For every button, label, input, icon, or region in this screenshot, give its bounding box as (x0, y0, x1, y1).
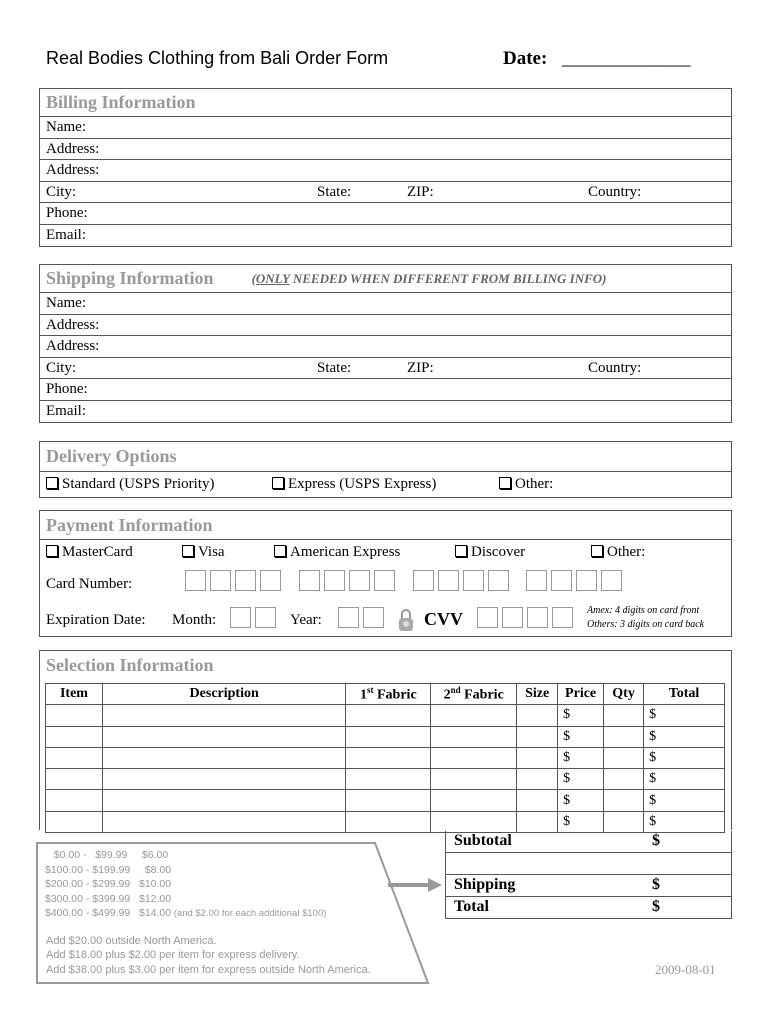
rate-line: $0.00 - $99.99 $6.00 (45, 849, 169, 861)
shipping-address2-label: Address: (46, 338, 100, 354)
card-visa-option[interactable]: Visa (182, 540, 225, 565)
shipping-rates-panel (35, 842, 371, 977)
date-label: Date: (503, 48, 548, 69)
shipping-name-label: Name: (46, 295, 86, 311)
card-mastercard-option[interactable]: MasterCard (46, 544, 133, 560)
delivery-other-option[interactable]: Other: (499, 472, 553, 496)
card-other-option[interactable]: Other: (591, 540, 645, 565)
delivery-heading: Delivery Options (46, 446, 177, 466)
col-total: Total (644, 684, 725, 705)
month-label: Month: (172, 612, 217, 628)
col-description: Description (102, 684, 345, 705)
version-date: 2009-08-01 (655, 962, 716, 977)
billing-name-label: Name: (46, 119, 86, 135)
subtotal-row[interactable]: Subtotal $ (445, 831, 732, 853)
total-row[interactable]: Total $ (445, 897, 732, 919)
card-number-label: Card Number: (46, 576, 133, 592)
shipping-note-line: Add $38.00 plus $3.00 per item for express outside North America. (46, 963, 371, 976)
date-field-line[interactable]: _______________ (562, 48, 690, 69)
billing-city-label: City: (46, 183, 77, 200)
expiration-label: Expiration Date: (46, 612, 146, 628)
table-row[interactable]: $ $ (46, 811, 725, 832)
shipping-note-line: Add $20.00 outside North America. (46, 934, 217, 947)
selection-heading: Selection Information (46, 654, 214, 675)
table-row[interactable]: $ $ (46, 769, 725, 790)
billing-country-label: Country: (588, 183, 642, 200)
card-discover-option[interactable]: Discover (455, 540, 525, 565)
billing-state-label: State: (317, 183, 352, 200)
year-label: Year: (290, 612, 322, 628)
shipping-row[interactable]: Shipping $ (445, 875, 732, 897)
rate-line: $300.00 - $399.99 $12.00 (45, 892, 172, 905)
billing-zip-label: ZIP: (407, 183, 434, 200)
card-amex-option[interactable]: American Express (274, 540, 400, 565)
shipping-address1-label: Address: (46, 316, 100, 333)
shipping-heading: Shipping Information (46, 268, 214, 288)
shipping-phone-label: Phone: (46, 381, 88, 397)
shipping-email-label: Email: (46, 402, 86, 419)
rate-line: $100.00 - $199.99 $8.00 (45, 863, 172, 876)
col-fabric2: 2nd Fabric (431, 684, 517, 705)
col-item: Item (46, 684, 103, 705)
billing-address1-label: Address: (46, 140, 100, 157)
payment-heading: Payment Information (46, 514, 213, 535)
table-row[interactable]: $ $ (46, 747, 725, 768)
shipping-city-label: City: (46, 359, 77, 376)
table-row[interactable]: $ $ (46, 790, 725, 811)
col-price: Price (558, 684, 604, 705)
billing-phone-label: Phone: (46, 205, 88, 221)
delivery-standard-option[interactable]: Standard (USPS Priority) (46, 476, 215, 492)
shipping-zip-label: ZIP: (407, 359, 434, 376)
billing-email-label: Email: (46, 226, 86, 243)
col-fabric1: 1st Fabric (346, 684, 431, 705)
table-row[interactable]: $ $ (46, 705, 725, 726)
col-qty: Qty (604, 684, 644, 705)
shipping-country-label: Country: (588, 359, 642, 376)
shipping-note: (ONLY NEEDED WHEN DIFFERENT FROM BILLING INFO) (251, 270, 607, 286)
shipping-note-line: Add $18.00 plus $2.00 per item for express delivery. (46, 949, 300, 961)
delivery-express-option[interactable]: Express (USPS Express) (272, 472, 436, 496)
rate-line: $400.00 - $499.99 $14.00 (and $2.00 for each additional $100) (45, 907, 327, 919)
billing-address2-label: Address: (46, 162, 100, 178)
form-title: Real Bodies Clothing from Bali Order Form (46, 48, 389, 68)
rate-line: $200.00 - $299.99 $10.00 (45, 878, 172, 890)
cvv-label: CVV (424, 609, 463, 629)
billing-heading: Billing Information (46, 92, 196, 112)
col-size: Size (517, 684, 558, 705)
cvv-note: Amex: 4 digits on card front Others: 3 digits on card back (587, 605, 705, 630)
table-row[interactable]: $ $ (46, 726, 725, 747)
shipping-state-label: State: (317, 359, 352, 376)
